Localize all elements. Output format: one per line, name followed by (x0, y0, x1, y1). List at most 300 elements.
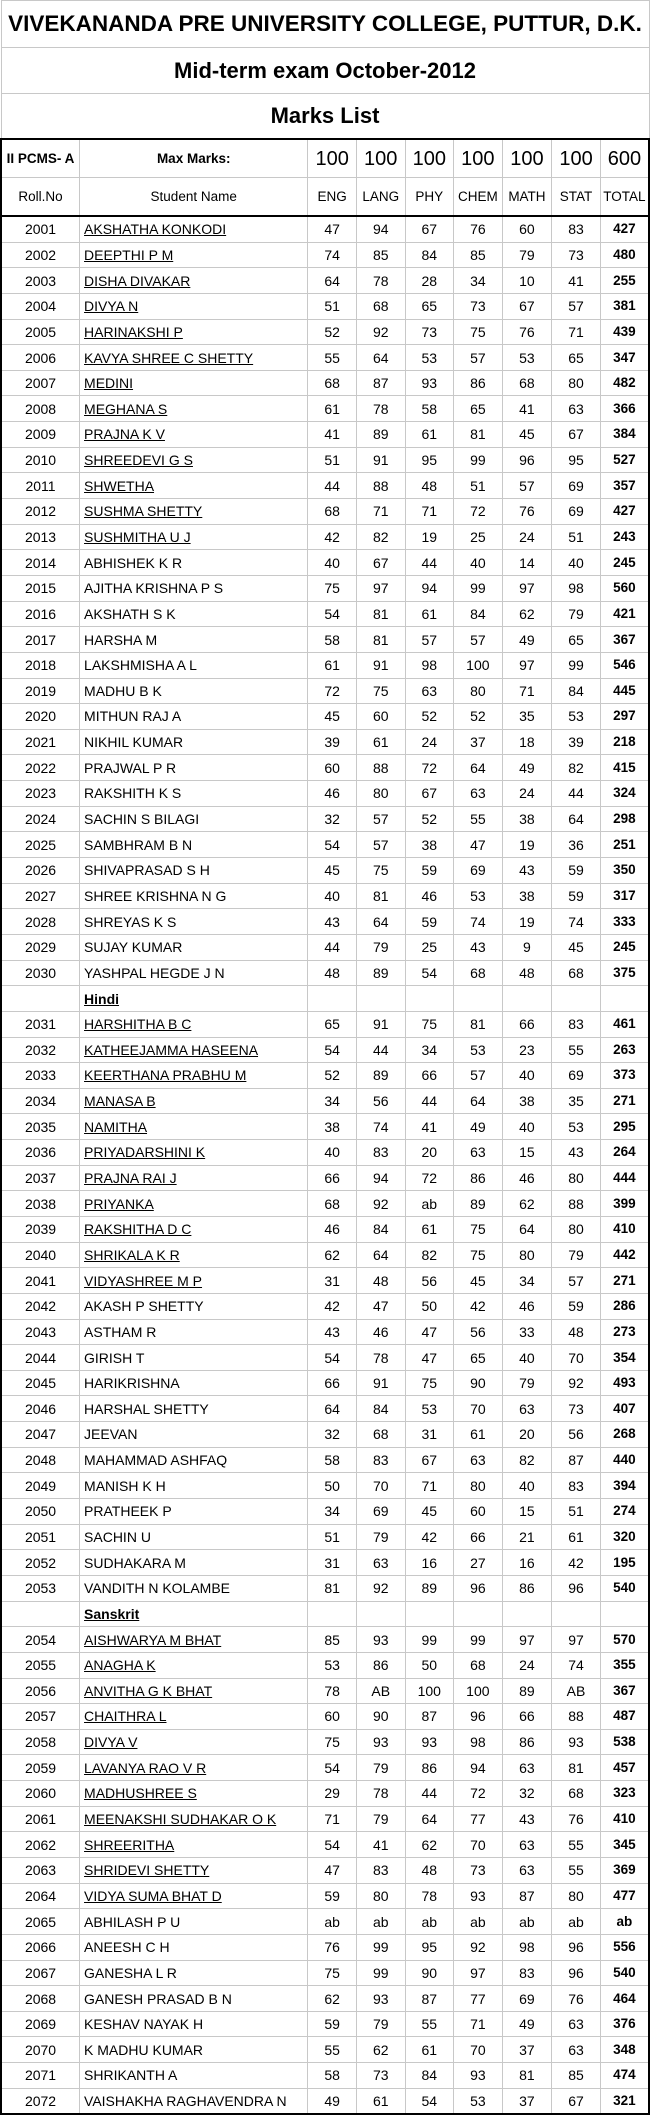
mark-stat: 96 (552, 1960, 601, 1986)
mark-math: 10 (502, 268, 552, 294)
mark-chem: 64 (454, 1088, 503, 1114)
student-name: PRIYANKA (80, 1191, 308, 1217)
student-row (1, 1678, 649, 1704)
mark-stat: 63 (552, 2011, 601, 2037)
mark-eng: 68 (308, 370, 357, 396)
mark-lang: 73 (356, 2063, 405, 2089)
roll-no: 2033 (1, 1063, 80, 1089)
mark-stat: 61 (552, 1524, 601, 1550)
student-name: AKASH P SHETTY (80, 1293, 308, 1319)
mark-math: 46 (502, 1165, 552, 1191)
mark-chem: 57 (454, 627, 503, 653)
mark-math: 37 (502, 2037, 552, 2063)
student-name: MANASA B (80, 1088, 308, 1114)
mark-phy: 100 (405, 1678, 454, 1704)
mark-stat: 64 (552, 806, 601, 832)
total-marks: 376 (600, 2011, 649, 2037)
mark-chem: 97 (454, 1960, 503, 1986)
student-row (1, 268, 649, 294)
mark-eng: 51 (308, 1524, 357, 1550)
mark-lang: 75 (356, 678, 405, 704)
mark-chem: 90 (454, 1370, 503, 1396)
roll-no: 2046 (1, 1396, 80, 1422)
exam-title: Mid-term exam October-2012 (1, 48, 649, 94)
mark-eng: 75 (308, 575, 357, 601)
mark-chem: 70 (454, 2037, 503, 2063)
mark-math: 97 (502, 652, 552, 678)
mark-chem: 81 (454, 422, 503, 448)
roll-no: 2008 (1, 396, 80, 422)
mark-phy: 62 (405, 1832, 454, 1858)
mark-eng: 71 (308, 1806, 357, 1832)
mark-eng: 40 (308, 550, 357, 576)
total-marks: 546 (600, 652, 649, 678)
student-name: MADHUSHREE S (80, 1781, 308, 1807)
roll-no: 2056 (1, 1678, 80, 1704)
mark-lang: AB (356, 1678, 405, 1704)
mark-phy: 90 (405, 1960, 454, 1986)
mark-eng: 74 (308, 242, 357, 268)
mark-lang: 68 (356, 293, 405, 319)
mark-lang: ab (356, 1909, 405, 1935)
mark-chem: 37 (454, 729, 503, 755)
student-name: AKSHATH S K (80, 601, 308, 627)
mark-stat: 97 (552, 1627, 601, 1653)
student-row (1, 2037, 649, 2063)
college-title: VIVEKANANDA PRE UNIVERSITY COLLEGE, PUTTUR, D.K. (1, 1, 649, 48)
max-chem: 100 (454, 139, 503, 178)
mark-stat: 53 (552, 704, 601, 730)
student-name: AISHWARYA M BHAT (80, 1627, 308, 1653)
mark-chem: 75 (454, 1216, 503, 1242)
mark-lang: 81 (356, 601, 405, 627)
mark-eng: 54 (308, 1755, 357, 1781)
mark-chem: 53 (454, 2088, 503, 2114)
mark-eng: 41 (308, 422, 357, 448)
roll-no: 2036 (1, 1140, 80, 1166)
student-name: MEDINI (80, 370, 308, 396)
mark-eng: 52 (308, 319, 357, 345)
empty-cell (454, 1601, 503, 1627)
mark-chem: 57 (454, 1063, 503, 1089)
mark-math: 86 (502, 1575, 552, 1601)
total-marks: 273 (600, 1319, 649, 1345)
roll-no: 2031 (1, 1011, 80, 1037)
roll-no: 2001 (1, 216, 80, 242)
mark-stat: 51 (552, 524, 601, 550)
total-marks: 527 (600, 447, 649, 473)
mark-phy: 95 (405, 1934, 454, 1960)
mark-stat: 65 (552, 627, 601, 653)
student-row (1, 1345, 649, 1371)
mark-lang: 62 (356, 2037, 405, 2063)
total-marks: 415 (600, 755, 649, 781)
mark-math: 24 (502, 1652, 552, 1678)
mark-math: 15 (502, 1499, 552, 1525)
header-stat: STAT (552, 178, 601, 217)
mark-lang: 83 (356, 1858, 405, 1884)
mark-phy: 67 (405, 216, 454, 242)
total-marks: 442 (600, 1242, 649, 1268)
header-eng: ENG (308, 178, 357, 217)
total-marks: 218 (600, 729, 649, 755)
mark-phy: 41 (405, 1114, 454, 1140)
roll-no: 2054 (1, 1627, 80, 1653)
mark-lang: 91 (356, 1011, 405, 1037)
mark-stat: AB (552, 1678, 601, 1704)
student-row (1, 1960, 649, 1986)
mark-chem: 77 (454, 1806, 503, 1832)
mark-lang: 91 (356, 447, 405, 473)
student-name: KEERTHANA PRABHU M (80, 1063, 308, 1089)
total-marks: 357 (600, 473, 649, 499)
student-name: PRIYADARSHINI K (80, 1140, 308, 1166)
student-name: SACHIN U (80, 1524, 308, 1550)
total-marks: 298 (600, 806, 649, 832)
mark-stat: 80 (552, 1883, 601, 1909)
mark-phy: 93 (405, 370, 454, 396)
mark-phy: 99 (405, 1627, 454, 1653)
mark-chem: 49 (454, 1114, 503, 1140)
student-row (1, 422, 649, 448)
mark-stat: 40 (552, 550, 601, 576)
roll-no: 2006 (1, 345, 80, 371)
mark-math: 35 (502, 704, 552, 730)
student-row (1, 396, 649, 422)
mark-chem: 63 (454, 1447, 503, 1473)
mark-chem: 72 (454, 499, 503, 525)
mark-lang: 88 (356, 755, 405, 781)
total-marks: 263 (600, 1037, 649, 1063)
mark-stat: 43 (552, 1140, 601, 1166)
mark-lang: 87 (356, 370, 405, 396)
student-row (1, 1704, 649, 1730)
mark-math: 49 (502, 627, 552, 653)
mark-stat: 55 (552, 1037, 601, 1063)
mark-phy: 50 (405, 1652, 454, 1678)
total-marks: 381 (600, 293, 649, 319)
mark-math: 81 (502, 2063, 552, 2089)
roll-no: 2042 (1, 1293, 80, 1319)
mark-phy: 52 (405, 704, 454, 730)
mark-stat: 69 (552, 473, 601, 499)
mark-lang: 46 (356, 1319, 405, 1345)
mark-stat: 92 (552, 1370, 601, 1396)
student-row (1, 1934, 649, 1960)
mark-phy: 84 (405, 2063, 454, 2089)
mark-lang: 80 (356, 1883, 405, 1909)
total-marks: 245 (600, 550, 649, 576)
empty-cell (308, 1601, 357, 1627)
mark-math: 62 (502, 1191, 552, 1217)
student-row (1, 652, 649, 678)
student-name: PRAJNA RAI J (80, 1165, 308, 1191)
mark-eng: 64 (308, 1396, 357, 1422)
mark-math: 71 (502, 678, 552, 704)
total-marks: 251 (600, 832, 649, 858)
mark-eng: 61 (308, 652, 357, 678)
student-name: SUDHAKARA M (80, 1550, 308, 1576)
mark-stat: 93 (552, 1729, 601, 1755)
mark-stat: 73 (552, 1396, 601, 1422)
mark-chem: 65 (454, 396, 503, 422)
mark-lang: 84 (356, 1396, 405, 1422)
mark-phy: 75 (405, 1370, 454, 1396)
mark-eng: 53 (308, 1652, 357, 1678)
mark-chem: 99 (454, 1627, 503, 1653)
roll-no: 2063 (1, 1858, 80, 1884)
student-name: SHREERITHA (80, 1832, 308, 1858)
mark-chem: 75 (454, 319, 503, 345)
mark-eng: 72 (308, 678, 357, 704)
mark-math: 40 (502, 1063, 552, 1089)
total-marks: 348 (600, 2037, 649, 2063)
mark-lang: 92 (356, 1575, 405, 1601)
mark-lang: 75 (356, 858, 405, 884)
mark-lang: 79 (356, 1806, 405, 1832)
student-name: SAMBHRAM B N (80, 832, 308, 858)
student-name: HARSHA M (80, 627, 308, 653)
mark-lang: 64 (356, 1242, 405, 1268)
mark-math: 14 (502, 550, 552, 576)
mark-phy: 38 (405, 832, 454, 858)
mark-lang: 56 (356, 1088, 405, 1114)
mark-eng: 34 (308, 1499, 357, 1525)
mark-eng: 58 (308, 2063, 357, 2089)
mark-phy: 57 (405, 627, 454, 653)
student-name: LAKSHMISHA A L (80, 652, 308, 678)
roll-no: 2072 (1, 2088, 80, 2114)
mark-lang: 63 (356, 1550, 405, 1576)
mark-chem: 93 (454, 1883, 503, 1909)
total-marks: 366 (600, 396, 649, 422)
mark-chem: 96 (454, 1575, 503, 1601)
mark-stat: 59 (552, 1293, 601, 1319)
mark-chem: 70 (454, 1832, 503, 1858)
total-marks: 323 (600, 1781, 649, 1807)
total-marks: 333 (600, 909, 649, 935)
mark-math: 60 (502, 216, 552, 242)
mark-chem: 45 (454, 1268, 503, 1294)
mark-chem: 63 (454, 1140, 503, 1166)
mark-chem: 77 (454, 1986, 503, 2012)
total-marks: 317 (600, 883, 649, 909)
student-name: NAMITHA (80, 1114, 308, 1140)
mark-math: 67 (502, 293, 552, 319)
roll-no: 2047 (1, 1422, 80, 1448)
mark-lang: 70 (356, 1473, 405, 1499)
mark-math: 43 (502, 858, 552, 884)
roll-no: 2035 (1, 1114, 80, 1140)
mark-eng: 29 (308, 1781, 357, 1807)
mark-stat: 82 (552, 755, 601, 781)
total-marks: 295 (600, 1114, 649, 1140)
mark-stat: 56 (552, 1422, 601, 1448)
student-name: HARINAKSHI P (80, 319, 308, 345)
mark-math: 68 (502, 370, 552, 396)
total-marks: 384 (600, 422, 649, 448)
mark-stat: 83 (552, 1011, 601, 1037)
mark-lang: 93 (356, 1986, 405, 2012)
total-marks: 457 (600, 1755, 649, 1781)
mark-chem: 51 (454, 473, 503, 499)
student-name: DIVYA N (80, 293, 308, 319)
student-name: KESHAV NAYAK H (80, 2011, 308, 2037)
mark-lang: 92 (356, 1191, 405, 1217)
mark-stat: 41 (552, 268, 601, 294)
mark-chem: 56 (454, 1319, 503, 1345)
mark-lang: 61 (356, 2088, 405, 2114)
mark-eng: 66 (308, 1165, 357, 1191)
mark-lang: 89 (356, 1063, 405, 1089)
total-marks: 410 (600, 1216, 649, 1242)
roll-no: 2026 (1, 858, 80, 884)
mark-phy: 93 (405, 1729, 454, 1755)
mark-math: 19 (502, 832, 552, 858)
student-row (1, 447, 649, 473)
mark-stat: 76 (552, 1986, 601, 2012)
mark-math: 87 (502, 1883, 552, 1909)
roll-no: 2019 (1, 678, 80, 704)
student-name: ABHILASH P U (80, 1909, 308, 1935)
mark-eng: 64 (308, 268, 357, 294)
student-row (1, 781, 649, 807)
mark-math: 97 (502, 1627, 552, 1653)
header-name: Student Name (80, 178, 308, 217)
mark-math: 19 (502, 909, 552, 935)
roll-no: 2034 (1, 1088, 80, 1114)
mark-phy: 53 (405, 1396, 454, 1422)
roll-no: 2012 (1, 499, 80, 525)
mark-lang: 99 (356, 1960, 405, 1986)
mark-phy: 75 (405, 1011, 454, 1037)
mark-stat: 63 (552, 2037, 601, 2063)
total-marks: 394 (600, 1473, 649, 1499)
mark-lang: 44 (356, 1037, 405, 1063)
mark-math: 41 (502, 396, 552, 422)
mark-math: 32 (502, 1781, 552, 1807)
mark-lang: 93 (356, 1729, 405, 1755)
mark-chem: 61 (454, 1422, 503, 1448)
header-chem: CHEM (454, 178, 503, 217)
student-name: SUSHMITHA U J (80, 524, 308, 550)
mark-lang: 94 (356, 216, 405, 242)
mark-stat: 99 (552, 652, 601, 678)
mark-math: 63 (502, 1396, 552, 1422)
header-math: MATH (502, 178, 552, 217)
mark-lang: 64 (356, 345, 405, 371)
student-name: CHAITHRA L (80, 1704, 308, 1730)
roll-no: 2061 (1, 1806, 80, 1832)
student-row (1, 1370, 649, 1396)
mark-phy: 95 (405, 447, 454, 473)
total-marks: 355 (600, 1652, 649, 1678)
mark-math: 53 (502, 345, 552, 371)
mark-stat: 88 (552, 1704, 601, 1730)
roll-no: 2055 (1, 1652, 80, 1678)
mark-stat: 67 (552, 422, 601, 448)
mark-stat: 98 (552, 575, 601, 601)
student-row (1, 1781, 649, 1807)
section-label: Hindi (80, 986, 308, 1012)
student-row (1, 1627, 649, 1653)
mark-math: 63 (502, 1858, 552, 1884)
mark-math: 83 (502, 1960, 552, 1986)
mark-stat: 88 (552, 1191, 601, 1217)
total-marks: 482 (600, 370, 649, 396)
mark-phy: 20 (405, 1140, 454, 1166)
mark-stat: 44 (552, 781, 601, 807)
mark-lang: 93 (356, 1627, 405, 1653)
student-row (1, 1499, 649, 1525)
roll-no: 2013 (1, 524, 80, 550)
class-label: II PCMS- A (1, 139, 80, 178)
mark-lang: 91 (356, 652, 405, 678)
mark-math: 69 (502, 1986, 552, 2012)
empty-cell (502, 1601, 552, 1627)
mark-math: 23 (502, 1037, 552, 1063)
mark-phy: 73 (405, 319, 454, 345)
mark-lang: 92 (356, 319, 405, 345)
mark-math: 82 (502, 1447, 552, 1473)
mark-math: 40 (502, 1114, 552, 1140)
total-marks: 347 (600, 345, 649, 371)
mark-eng: 61 (308, 396, 357, 422)
mark-chem: 75 (454, 1242, 503, 1268)
mark-eng: 58 (308, 627, 357, 653)
student-name: VAISHAKHA RAGHAVENDRA N (80, 2088, 308, 2114)
roll-no: 2007 (1, 370, 80, 396)
mark-chem: 68 (454, 960, 503, 986)
mark-chem: 72 (454, 1781, 503, 1807)
student-row (1, 550, 649, 576)
mark-math: 63 (502, 1832, 552, 1858)
roll-no: 2027 (1, 883, 80, 909)
roll-no: 2014 (1, 550, 80, 576)
student-row (1, 832, 649, 858)
roll-no: 2009 (1, 422, 80, 448)
mark-lang: 84 (356, 1216, 405, 1242)
mark-stat: 69 (552, 1063, 601, 1089)
mark-stat: 74 (552, 1652, 601, 1678)
roll-no: 2064 (1, 1883, 80, 1909)
roll-no: 2071 (1, 2063, 80, 2089)
mark-chem: 53 (454, 883, 503, 909)
mark-stat: ab (552, 1909, 601, 1935)
roll-no: 2057 (1, 1704, 80, 1730)
mark-lang: 61 (356, 729, 405, 755)
roll-no: 2018 (1, 652, 80, 678)
mark-eng: 40 (308, 1140, 357, 1166)
student-name: SHREYAS K S (80, 909, 308, 935)
mark-stat: 68 (552, 1781, 601, 1807)
mark-stat: 42 (552, 1550, 601, 1576)
empty-cell (356, 986, 405, 1012)
student-row (1, 370, 649, 396)
mark-eng: 45 (308, 858, 357, 884)
student-name: MEENAKSHI SUDHAKAR O K (80, 1806, 308, 1832)
student-row (1, 1986, 649, 2012)
mark-stat: 95 (552, 447, 601, 473)
roll-no: 2059 (1, 1755, 80, 1781)
mark-phy: 66 (405, 1063, 454, 1089)
mark-chem: 25 (454, 524, 503, 550)
mark-eng: 68 (308, 499, 357, 525)
total-marks: 373 (600, 1063, 649, 1089)
mark-phy: ab (405, 1909, 454, 1935)
section-spacer (1, 1601, 80, 1627)
mark-eng: 47 (308, 1858, 357, 1884)
